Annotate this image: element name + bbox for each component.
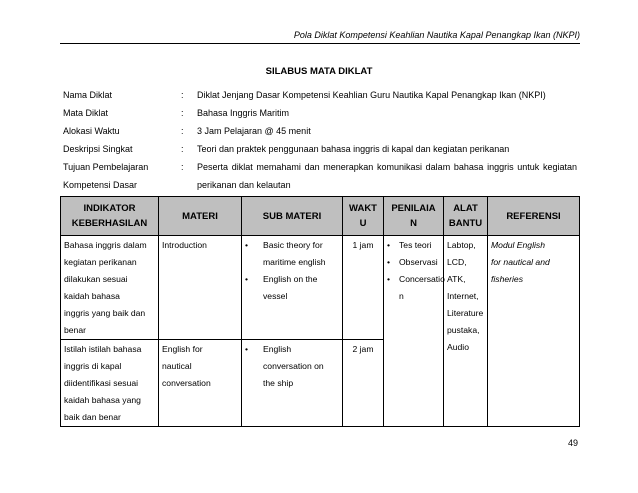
header-referensi: REFERENSI bbox=[488, 197, 580, 236]
info-value: Peserta diklat memahami dan menerapkan komunikasi dalam bahasa inggris untuk kegiatan bbox=[197, 162, 577, 172]
bullet-icon: • bbox=[387, 274, 391, 284]
info-row bbox=[63, 140, 583, 158]
running-header: Pola Diklat Kompetensi Keahlian Nautika Kapal Penangkap Ikan (NKPI) bbox=[293, 30, 580, 40]
cell-line: for nautical and bbox=[491, 257, 550, 267]
bullet-item bbox=[245, 341, 339, 392]
cell-line: Internet, bbox=[447, 291, 479, 301]
info-label: Nama Diklat bbox=[63, 90, 113, 100]
header-indikator bbox=[61, 197, 159, 236]
info-value: perikanan dan kelautan bbox=[197, 180, 291, 190]
header-text: BANTU bbox=[448, 218, 483, 229]
cell-line: Audio bbox=[447, 342, 469, 352]
cell-line: n bbox=[399, 291, 404, 301]
cell-line: Literature bbox=[447, 308, 484, 318]
info-value: Diklat Jenjang Dasar Kompetensi Keahlian Guru Nautika Kapal Penangkap Ikan (NKPI) bbox=[197, 90, 546, 100]
course-info bbox=[63, 86, 583, 194]
header-text: INDIKATOR bbox=[83, 203, 136, 214]
cell-line: pustaka, bbox=[447, 325, 480, 335]
cell-materi: Introduction bbox=[159, 236, 242, 340]
cell-line: kaidah bahasa yang bbox=[64, 395, 141, 405]
bullet-text bbox=[263, 237, 326, 271]
cell-line: dilakukan sesuai bbox=[64, 274, 128, 284]
bullet-item bbox=[245, 237, 339, 271]
bullet-icon: • bbox=[387, 240, 391, 250]
cell-line: nautical bbox=[162, 361, 192, 371]
bullet-text: Tes teori bbox=[399, 240, 432, 250]
cell-line: fisheries bbox=[491, 274, 523, 284]
header-alat-bantu bbox=[444, 197, 488, 236]
cell-line: English bbox=[263, 344, 292, 354]
cell-line: baik dan benar bbox=[64, 412, 121, 422]
info-label: Kompetensi Dasar bbox=[63, 180, 138, 190]
cell-line: the ship bbox=[263, 378, 294, 388]
header-text: WAKT bbox=[349, 203, 377, 214]
info-colon: : bbox=[181, 108, 184, 118]
cell-line: Bahasa inggris dalam bbox=[64, 240, 147, 250]
header-text: KEBERHASILAN bbox=[71, 218, 148, 229]
cell-line: English for bbox=[162, 344, 203, 354]
page-title: SILABUS MATA DIKLAT bbox=[265, 66, 373, 77]
table-row bbox=[61, 236, 580, 340]
cell-line: English on the bbox=[263, 274, 318, 284]
bullet-icon: • bbox=[245, 240, 249, 250]
bullet-text bbox=[263, 341, 324, 392]
page-number: 49 bbox=[567, 438, 578, 448]
bullet-item bbox=[387, 237, 440, 254]
bullet-item bbox=[245, 271, 339, 305]
cell-line: Concersatio bbox=[399, 274, 445, 284]
cell-line: Istilah istilah bahasa bbox=[64, 344, 142, 354]
cell-penilaian bbox=[384, 236, 444, 427]
cell-waktu: 1 jam bbox=[343, 236, 384, 340]
bullet-item bbox=[387, 271, 445, 305]
table-header-row bbox=[61, 197, 580, 236]
info-value: 3 Jam Pelajaran @ 45 menit bbox=[197, 126, 311, 136]
cell-alat-bantu bbox=[444, 236, 488, 427]
info-row bbox=[63, 104, 583, 122]
bullet-text bbox=[399, 271, 445, 305]
bullet-item bbox=[387, 254, 440, 271]
header-penilaian bbox=[384, 197, 444, 236]
info-value: Teori dan praktek penggunaan bahasa inggris di kapal dan kegiatan perikanan bbox=[197, 144, 510, 154]
cell-line: kaidah bahasa bbox=[64, 291, 120, 301]
bullet-icon: • bbox=[387, 257, 391, 267]
cell-line: Basic theory for bbox=[263, 240, 323, 250]
header-text: U bbox=[359, 218, 367, 229]
info-colon: : bbox=[181, 126, 184, 136]
cell-line: inggris di kapal bbox=[64, 361, 122, 371]
cell-line: Labtop, bbox=[447, 240, 476, 250]
info-label: Deskripsi Singkat bbox=[63, 144, 133, 154]
info-row bbox=[63, 176, 583, 194]
header-text: ALAT bbox=[453, 203, 478, 214]
info-colon: : bbox=[181, 144, 184, 154]
cell-line: diidentifikasi sesuai bbox=[64, 378, 139, 388]
bullet-text: Observasi bbox=[399, 257, 438, 267]
cell-indikator bbox=[61, 340, 159, 427]
info-row bbox=[63, 86, 583, 104]
info-label: Mata Diklat bbox=[63, 108, 109, 118]
bullet-icon: • bbox=[245, 344, 249, 354]
bullet-text bbox=[263, 271, 317, 305]
syllabus-table bbox=[60, 196, 580, 427]
header-waktu bbox=[343, 197, 384, 236]
cell-line: kegiatan perikanan bbox=[64, 257, 137, 267]
header-text: PENILAIA bbox=[391, 203, 436, 214]
info-colon: : bbox=[181, 90, 184, 100]
info-value: Bahasa Inggris Maritim bbox=[197, 108, 290, 118]
cell-waktu: 2 jam bbox=[343, 340, 384, 427]
cell-line: maritime english bbox=[263, 257, 326, 267]
cell-sub-materi bbox=[242, 340, 343, 427]
info-row bbox=[63, 158, 583, 176]
cell-line: vessel bbox=[263, 291, 288, 301]
info-row bbox=[63, 122, 583, 140]
cell-sub-materi bbox=[242, 236, 343, 340]
info-label: Tujuan Pembelajaran bbox=[63, 162, 149, 172]
cell-materi bbox=[159, 340, 242, 427]
cell-line: inggris yang baik dan bbox=[64, 308, 146, 318]
info-label: Alokasi Waktu bbox=[63, 126, 120, 136]
cell-line: Modul English bbox=[491, 240, 545, 250]
cell-line: conversation on bbox=[263, 361, 324, 371]
cell-line: conversation bbox=[162, 378, 211, 388]
bullet-icon: • bbox=[245, 274, 249, 284]
info-colon: : bbox=[181, 162, 184, 172]
header-rule bbox=[60, 43, 580, 44]
header-sub-materi: SUB MATERI bbox=[242, 197, 343, 236]
cell-referensi bbox=[488, 236, 580, 427]
cell-line: benar bbox=[64, 325, 86, 335]
cell-line: ATK, bbox=[447, 274, 466, 284]
cell-line: LCD, bbox=[447, 257, 467, 267]
cell-indikator bbox=[61, 236, 159, 340]
header-text: N bbox=[410, 218, 417, 229]
header-materi: MATERI bbox=[159, 197, 242, 236]
